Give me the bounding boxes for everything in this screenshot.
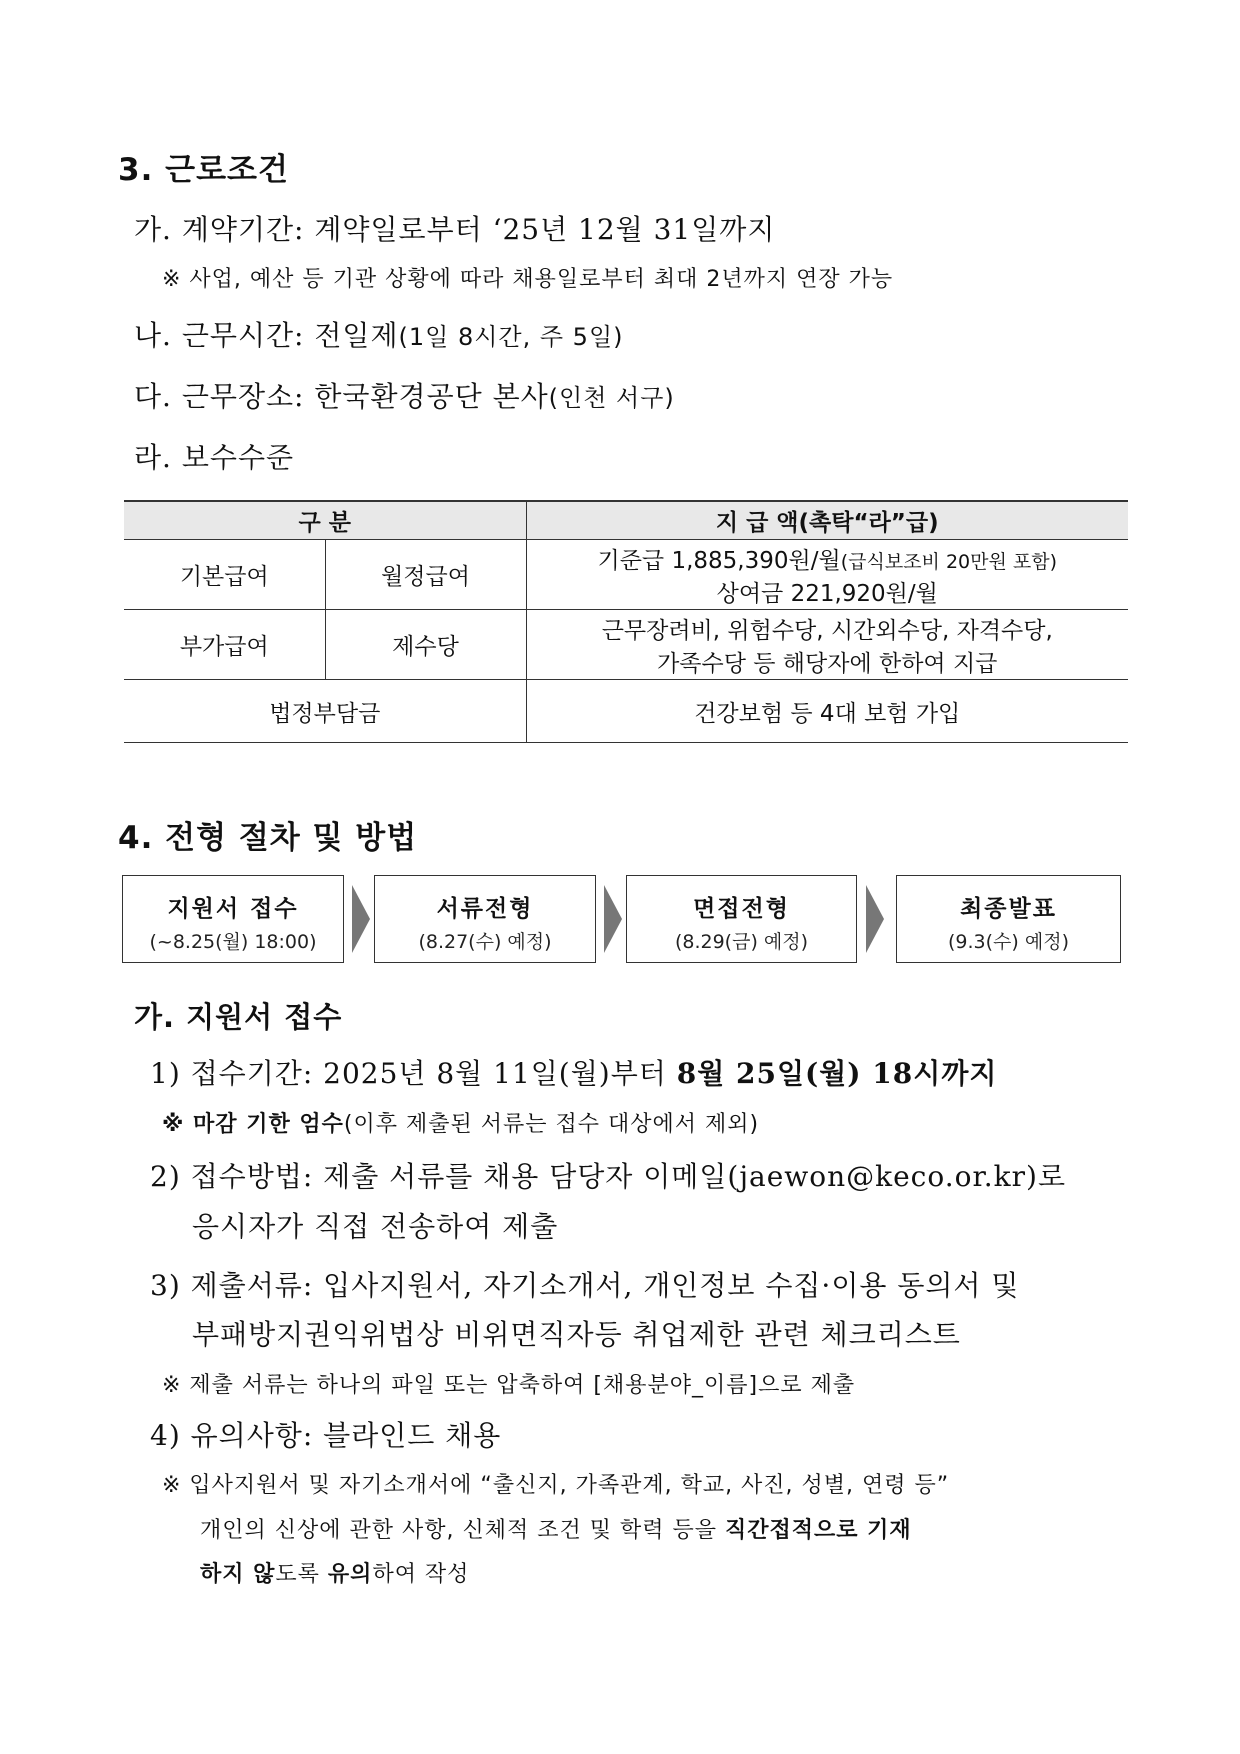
step-date: (8.29(금) 예정) bbox=[674, 931, 809, 953]
row1-line2: 상여금 221,920원/월 bbox=[716, 580, 938, 607]
item-1-deadline: 8월 25일(월) 18시까지 bbox=[676, 1057, 998, 1090]
step-title: 면접전형 bbox=[693, 896, 790, 922]
process-step-document bbox=[374, 875, 596, 963]
item-1-text: 1) 접수기간: 2025년 8월 11일(월)부터 bbox=[150, 1057, 677, 1090]
item-2-line1: 2) 접수방법: 제출 서류를 채용 담당자 이메일(jaewon@keco.or.kr)로 bbox=[150, 1160, 1066, 1193]
item-3-line1: 3) 제출서류: 입사지원서, 자기소개서, 개인정보 수집·이용 동의서 및 bbox=[150, 1269, 1020, 1302]
item-1-note bbox=[162, 1107, 759, 1138]
row2-subcategory: 제수당 bbox=[325, 610, 526, 680]
step-date: (9.3(수) 예정) bbox=[948, 931, 1069, 953]
row2-line1: 근무장려비, 위험수당, 시간외수당, 자격수당, bbox=[601, 617, 1053, 644]
item-4-note-line3-bold2: 유의 bbox=[327, 1562, 373, 1587]
item-2-line2: 응시자가 직접 전송하여 제출 bbox=[192, 1210, 559, 1243]
pay-table-header-category: 구 분 bbox=[124, 501, 526, 540]
row3-amount: 건강보험 등 4대 보험 가입 bbox=[526, 680, 1128, 743]
item-4-note-line2-bold: 직간접적으로 기재 bbox=[724, 1518, 912, 1543]
table-row bbox=[124, 680, 1128, 743]
item-4-note-line3 bbox=[200, 1557, 469, 1588]
pay-table bbox=[124, 500, 1128, 743]
section-4-title: 4. 전형 절차 및 방법 bbox=[118, 820, 418, 856]
item-4-note-line3-bold1: 하지 않 bbox=[200, 1562, 276, 1587]
work-place bbox=[134, 375, 675, 415]
row1-category: 기본급여 bbox=[124, 540, 325, 610]
row1-line1-note: (급식보조비 20만원 포함) bbox=[840, 550, 1057, 573]
item-4: 4) 유의사항: 블라인드 채용 bbox=[150, 1419, 502, 1452]
table-row bbox=[124, 610, 1128, 680]
step-date: (~8.25(월) 18:00) bbox=[149, 931, 317, 953]
arrow-right-icon bbox=[604, 885, 622, 953]
row2-category: 부가급여 bbox=[124, 610, 325, 680]
step-date: (8.27(수) 예정) bbox=[418, 931, 552, 953]
process-step-application bbox=[122, 875, 344, 963]
work-hours bbox=[134, 314, 624, 354]
item-4-note-line3-end: 하여 작성 bbox=[372, 1562, 470, 1587]
item-1 bbox=[150, 1052, 997, 1092]
pay-table-header-amount: 지 급 액(촉탁“라”급) bbox=[526, 501, 1128, 540]
row1-amount bbox=[526, 540, 1128, 610]
row3-category: 법정부담금 bbox=[124, 680, 526, 743]
row1-line1: 기준급 1,885,390원/월 bbox=[597, 547, 841, 574]
contract-note: ※ 사업, 예산 등 기관 상황에 따라 채용일로부터 최대 2년까지 연장 가능 bbox=[162, 267, 894, 292]
row2-amount bbox=[526, 610, 1128, 680]
row1-subcategory: 월정급여 bbox=[325, 540, 526, 610]
table-row bbox=[124, 540, 1128, 610]
item-1-note-rest: (이후 제출된 서류는 접수 대상에서 제외) bbox=[343, 1112, 760, 1137]
item-4-note-line3-mid: 도록 bbox=[275, 1562, 328, 1587]
subsection-a-title: 가. 지원서 접수 bbox=[134, 1000, 343, 1034]
process-step-interview bbox=[626, 875, 857, 963]
arrow-right-icon bbox=[866, 885, 884, 953]
item-3-note: ※ 제출 서류는 하나의 파일 또는 압축하여 [채용분야_이름]으로 제출 bbox=[162, 1373, 856, 1398]
row2-line2: 가족수당 등 해당자에 한하여 지급 bbox=[657, 650, 998, 677]
step-title: 서류전형 bbox=[436, 896, 534, 922]
item-4-note-line2-text: 개인의 신상에 관한 사항, 신체적 조건 및 학력 등을 bbox=[200, 1518, 725, 1543]
step-title: 지원서 접수 bbox=[167, 896, 299, 922]
item-3-line2: 부패방지권익위법상 비위면직자등 취업제한 관련 체크리스트 bbox=[192, 1318, 961, 1351]
item-4-note-line2 bbox=[200, 1513, 912, 1544]
item-4-note-line1: ※ 입사지원서 및 자기소개서에 “출신지, 가족관계, 학교, 사진, 성별, 연령 등” bbox=[162, 1473, 950, 1498]
pay-title: 라. 보수수준 bbox=[134, 441, 295, 474]
item-1-note-bold: ※ 마감 기한 엄수 bbox=[162, 1112, 344, 1137]
section-3-title: 3. 근로조건 bbox=[118, 152, 289, 188]
work-hours-label: 나. 근무시간: 전일제 bbox=[134, 319, 399, 352]
arrow-right-icon bbox=[352, 885, 370, 953]
contract-period: 가. 계약기간: 계약일로부터 ‘25년 12월 31일까지 bbox=[134, 213, 776, 246]
step-title: 최종발표 bbox=[960, 896, 1057, 922]
work-place-detail: (인천 서구) bbox=[548, 384, 675, 412]
work-place-label: 다. 근무장소: 한국환경공단 본사 bbox=[134, 380, 549, 413]
process-step-final bbox=[896, 875, 1121, 963]
work-hours-detail: (1일 8시간, 주 5일) bbox=[398, 323, 624, 351]
